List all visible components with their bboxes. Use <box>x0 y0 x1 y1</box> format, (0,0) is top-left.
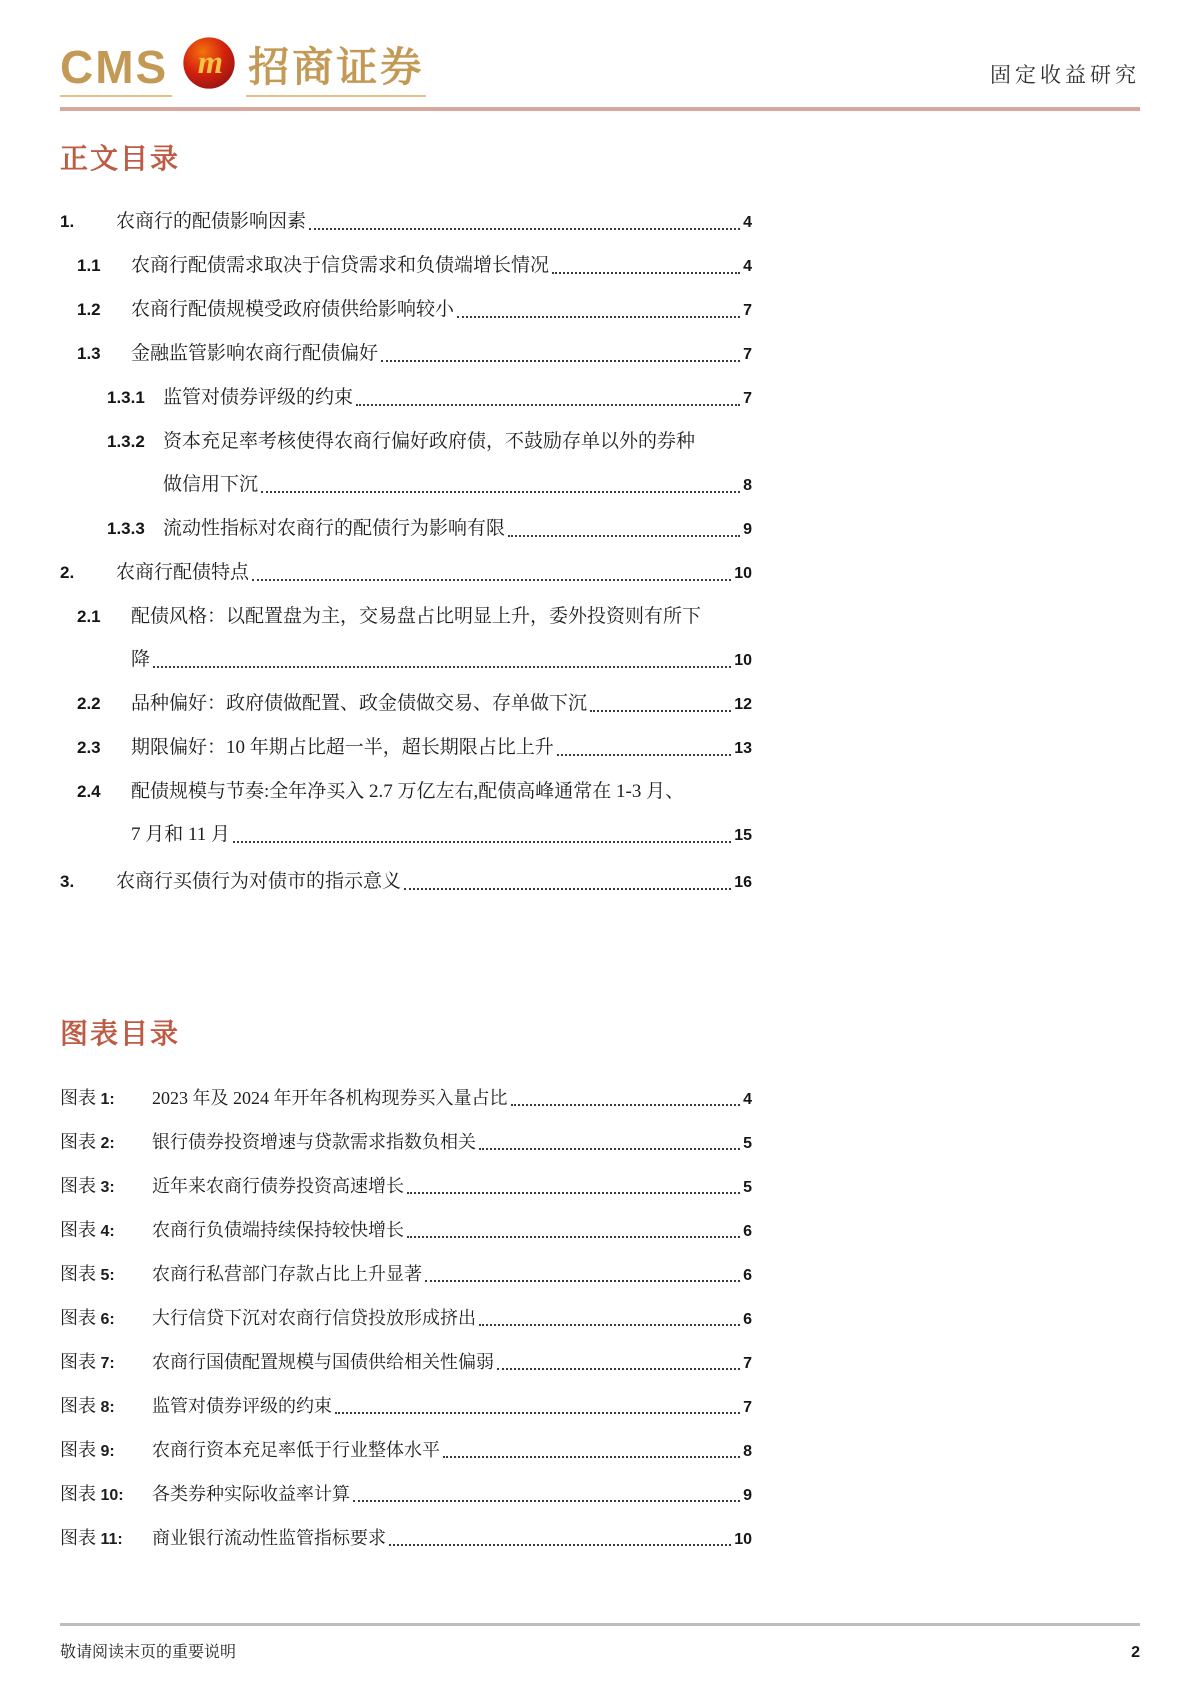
toc-entry-page: 13 <box>734 740 752 757</box>
figure-label-zh: 图表 <box>60 1308 96 1328</box>
toc-entry[interactable] <box>60 735 752 762</box>
toc-entry[interactable] <box>60 209 752 236</box>
toc-list <box>60 209 752 896</box>
toc-entry-text: 期限偏好：10 年期占比超一半，超长期限占比上升 <box>131 737 554 758</box>
toc-entry-body <box>163 429 752 499</box>
toc-entry-lastline <box>131 822 752 849</box>
dot-leader <box>552 272 740 274</box>
figure-entry-page: 9 <box>743 1487 752 1504</box>
toc-entry-body <box>163 385 752 412</box>
dot-leader <box>261 491 740 493</box>
footer-divider <box>60 1623 1140 1626</box>
figure-entry-number: 4: <box>100 1223 115 1240</box>
toc-entry-text: 监管对债券评级的约束 <box>163 387 354 408</box>
figure-entry-text: 各类券种实际收益率计算 <box>152 1484 350 1504</box>
dot-leader <box>252 579 731 581</box>
toc-entry-number: 3. <box>60 872 75 891</box>
toc-entry-page: 7 <box>743 302 752 319</box>
toc-entry-lastline <box>116 869 752 896</box>
figure-label-zh: 图表 <box>60 1484 96 1504</box>
figure-entry-text: 监管对债券评级的约束 <box>152 1396 332 1416</box>
toc-entry-body <box>131 604 752 674</box>
toc-entry-text: 配债风格：以配置盘为主，交易盘占比明显上升，委外投资则有所下 <box>131 606 702 627</box>
dot-leader <box>425 1280 740 1282</box>
figure-entry-page: 5 <box>743 1179 752 1196</box>
brand-zh-text: 招商证券 <box>246 45 426 97</box>
figure-entry-page: 4 <box>743 1091 752 1108</box>
toc-entry-lastline <box>116 209 752 236</box>
footer-disclaimer: 敬请阅读末页的重要说明 <box>60 1644 237 1661</box>
figure-entry[interactable] <box>60 1174 752 1200</box>
dot-leader <box>590 710 731 712</box>
figure-entry-text: 农商行负债端持续保持较快增长 <box>152 1220 404 1240</box>
toc-entry-text: 降 <box>131 649 151 670</box>
report-category: 固定收益研究 <box>990 63 1140 87</box>
toc-entry[interactable] <box>60 691 752 718</box>
dot-leader <box>356 404 740 406</box>
figure-entry-label <box>60 1350 152 1376</box>
figure-entry-text: 2023 年及 2024 年开年各机构现券买入量占比 <box>152 1088 508 1108</box>
figure-entry[interactable] <box>60 1394 752 1420</box>
figure-entry-page: 6 <box>743 1267 752 1284</box>
figure-entry-label <box>60 1438 152 1464</box>
toc-entry-text: 金融监管影响农商行配债偏好 <box>131 343 379 364</box>
toc-entry-number: 1.3.1 <box>107 388 145 407</box>
toc-entry-text: 品种偏好：政府债做配置、政金债做交易、存单做下沉 <box>131 693 588 714</box>
header-divider <box>60 107 1140 111</box>
toc-entry-body <box>116 209 752 236</box>
toc-entry-number: 1.3.2 <box>107 432 145 451</box>
figure-entry-label <box>60 1218 152 1244</box>
toc-entry-page: 7 <box>743 390 752 407</box>
figure-entry-number: 6: <box>100 1311 115 1328</box>
figure-entry-label <box>60 1394 152 1420</box>
toc-entry-lastline <box>131 297 752 324</box>
figure-entry[interactable] <box>60 1086 752 1112</box>
toc-entry-text: 农商行买债行为对债市的指示意义 <box>116 871 402 892</box>
toc-entry-text: 资本充足率考核使得农商行偏好政府债，不鼓励存单以外的券种 <box>163 431 696 452</box>
toc-entry-lastline <box>116 560 752 587</box>
toc-entry-text: 农商行的配债影响因素 <box>116 211 307 232</box>
toc-entry-number: 2.2 <box>77 694 101 713</box>
toc-entry[interactable] <box>60 297 752 324</box>
toc-entry[interactable] <box>60 779 752 849</box>
figure-entry-page: 6 <box>743 1311 752 1328</box>
figure-entry-label <box>60 1262 152 1288</box>
toc-entry-body <box>163 516 752 543</box>
toc-entry-body <box>131 297 752 324</box>
toc-entry[interactable] <box>60 429 752 499</box>
figure-entry[interactable] <box>60 1482 752 1508</box>
toc-entry-body <box>131 691 752 718</box>
figure-entry-page: 7 <box>743 1399 752 1416</box>
toc-entry-number: 1. <box>60 212 75 231</box>
figure-label-zh: 图表 <box>60 1220 96 1240</box>
toc-entry-lastline <box>163 516 752 543</box>
toc-entry-number: 2.3 <box>77 738 101 757</box>
figure-label-zh: 图表 <box>60 1176 96 1196</box>
figure-entry[interactable] <box>60 1350 752 1376</box>
toc-entry-text: 流动性指标对农商行的配债行为影响有限 <box>163 518 506 539</box>
figure-entry[interactable] <box>60 1306 752 1332</box>
footer-page-number: 2 <box>1131 1644 1140 1661</box>
figure-label-zh: 图表 <box>60 1132 96 1152</box>
toc-entry-text: 7 月和 11 月 <box>131 824 231 845</box>
figure-entry-page: 7 <box>743 1355 752 1372</box>
toc-entry-page: 9 <box>743 521 752 538</box>
toc-entry-page: 16 <box>734 874 752 891</box>
brand-cms-text: CMS <box>60 45 172 97</box>
toc-entry-number: 1.3.3 <box>107 519 145 538</box>
figure-entry-label <box>60 1130 152 1156</box>
dot-leader <box>309 228 740 230</box>
toc-entry-number: 2.1 <box>77 607 101 626</box>
figure-label-zh: 图表 <box>60 1396 96 1416</box>
toc-entry-number: 2. <box>60 563 75 582</box>
toc-entry[interactable] <box>60 516 752 543</box>
figure-label-zh: 图表 <box>60 1088 96 1108</box>
toc-entry-text: 做信用下沉 <box>163 474 259 495</box>
toc-entry-text: 农商行配债需求取决于信贷需求和负债端增长情况 <box>131 255 550 276</box>
toc-entry-lastline <box>131 341 752 368</box>
toc-entry-lastline <box>131 253 752 280</box>
toc-entry-number: 2.4 <box>77 782 101 801</box>
dot-leader <box>511 1104 741 1106</box>
toc-entry-lastline <box>131 691 752 718</box>
toc-title: 正文目录 <box>60 144 181 175</box>
dot-leader <box>233 841 731 843</box>
figure-entry-page: 6 <box>743 1223 752 1240</box>
figure-entry-page: 8 <box>743 1443 752 1460</box>
dot-leader <box>353 1500 740 1502</box>
toc-entry-page: 4 <box>743 258 752 275</box>
figure-label-zh: 图表 <box>60 1352 96 1372</box>
dot-leader <box>443 1456 740 1458</box>
dot-leader <box>479 1148 740 1150</box>
dot-leader <box>457 316 740 318</box>
dot-leader <box>497 1368 740 1370</box>
toc-entry-page: 10 <box>734 565 752 582</box>
toc-entry-lastline <box>163 472 752 499</box>
toc-entry[interactable] <box>60 604 752 674</box>
toc-entry-body <box>116 560 752 587</box>
figure-entry-text: 近年来农商行债券投资高速增长 <box>152 1176 404 1196</box>
figure-label-zh: 图表 <box>60 1440 96 1460</box>
svg-text:m: m <box>197 45 224 82</box>
figure-entry-number: 1: <box>100 1091 115 1108</box>
toc-entry-page: 12 <box>734 696 752 713</box>
figure-entry-text: 商业银行流动性监管指标要求 <box>152 1528 386 1548</box>
figure-entry-label <box>60 1086 152 1112</box>
figure-entry-number: 8: <box>100 1399 115 1416</box>
figure-entry-number: 5: <box>100 1267 115 1284</box>
dot-leader <box>508 535 740 537</box>
toc-entry-number: 1.2 <box>77 300 101 319</box>
toc-entry[interactable] <box>60 253 752 280</box>
toc-entry-page: 7 <box>743 346 752 363</box>
figure-label-zh: 图表 <box>60 1264 96 1284</box>
figure-entry-text: 农商行国债配置规模与国债供给相关性偏弱 <box>152 1352 494 1372</box>
toc-entry-text: 配债规模与节奏:全年净买入 2.7 万亿左右,配债高峰通常在 1-3 月、 <box>131 781 685 802</box>
toc-entry-lastline <box>163 385 752 412</box>
figure-entry[interactable] <box>60 1130 752 1156</box>
toc-entry-body <box>131 253 752 280</box>
dot-leader <box>381 360 740 362</box>
figure-entry-label <box>60 1174 152 1200</box>
toc-entry-body <box>116 869 752 896</box>
toc-entry[interactable] <box>60 385 752 412</box>
figure-label-zh: 图表 <box>60 1528 96 1548</box>
dot-leader <box>407 1236 740 1238</box>
figure-entry-number: 11: <box>100 1531 123 1548</box>
dot-leader <box>335 1412 740 1414</box>
dot-leader <box>407 1192 740 1194</box>
toc-entry-text: 农商行配债规模受政府债供给影响较小 <box>131 299 455 320</box>
figure-entry-number: 10: <box>100 1487 124 1504</box>
dot-leader <box>389 1544 731 1546</box>
toc-entry-page: 4 <box>743 214 752 231</box>
cms-logo-badge-icon <box>182 36 236 95</box>
figure-entry-text: 大行信贷下沉对农商行信贷投放形成挤出 <box>152 1308 476 1328</box>
figure-entry-text: 银行债券投资增速与贷款需求指数负相关 <box>152 1132 476 1152</box>
figure-entry[interactable] <box>60 1218 752 1244</box>
toc-entry-number: 1.3 <box>77 344 101 363</box>
toc-entry-text: 农商行配债特点 <box>116 562 250 583</box>
toc-entry[interactable] <box>60 341 752 368</box>
figure-entry-label <box>60 1526 152 1552</box>
dot-leader <box>404 888 731 890</box>
figure-entry-page: 5 <box>743 1135 752 1152</box>
page-footer <box>60 1623 1140 1662</box>
figure-entry-label <box>60 1306 152 1332</box>
figures-title: 图表目录 <box>60 1019 181 1050</box>
toc-entry-page: 8 <box>743 477 752 494</box>
toc-entry-number: 1.1 <box>77 256 101 275</box>
figure-entry-text: 农商行资本充足率低于行业整体水平 <box>152 1440 440 1460</box>
toc-entry-body <box>131 341 752 368</box>
toc-entry-lastline <box>131 735 752 762</box>
toc-entry-page: 15 <box>734 827 752 844</box>
figure-entry-number: 9: <box>100 1443 115 1460</box>
dot-leader <box>479 1324 740 1326</box>
figure-entry-number: 2: <box>100 1135 115 1152</box>
toc-entry-page: 10 <box>734 652 752 669</box>
toc-entry-lastline <box>131 647 752 674</box>
figure-entry-label <box>60 1482 152 1508</box>
figure-entry[interactable] <box>60 1526 752 1552</box>
dot-leader <box>153 666 731 668</box>
figure-entry[interactable] <box>60 1262 752 1288</box>
brand-logo <box>60 36 426 97</box>
dot-leader <box>557 754 731 756</box>
toc-entry[interactable] <box>60 869 752 896</box>
figure-entry-number: 7: <box>100 1355 115 1372</box>
figure-entry-number: 3: <box>100 1179 115 1196</box>
figures-list <box>60 1086 752 1552</box>
toc-entry[interactable] <box>60 560 752 587</box>
page-header <box>0 0 1200 97</box>
toc-entry-body <box>131 779 752 849</box>
figure-entry-page: 10 <box>734 1531 752 1548</box>
figure-entry[interactable] <box>60 1438 752 1464</box>
figure-entry-text: 农商行私营部门存款占比上升显著 <box>152 1264 422 1284</box>
toc-entry-body <box>131 735 752 762</box>
